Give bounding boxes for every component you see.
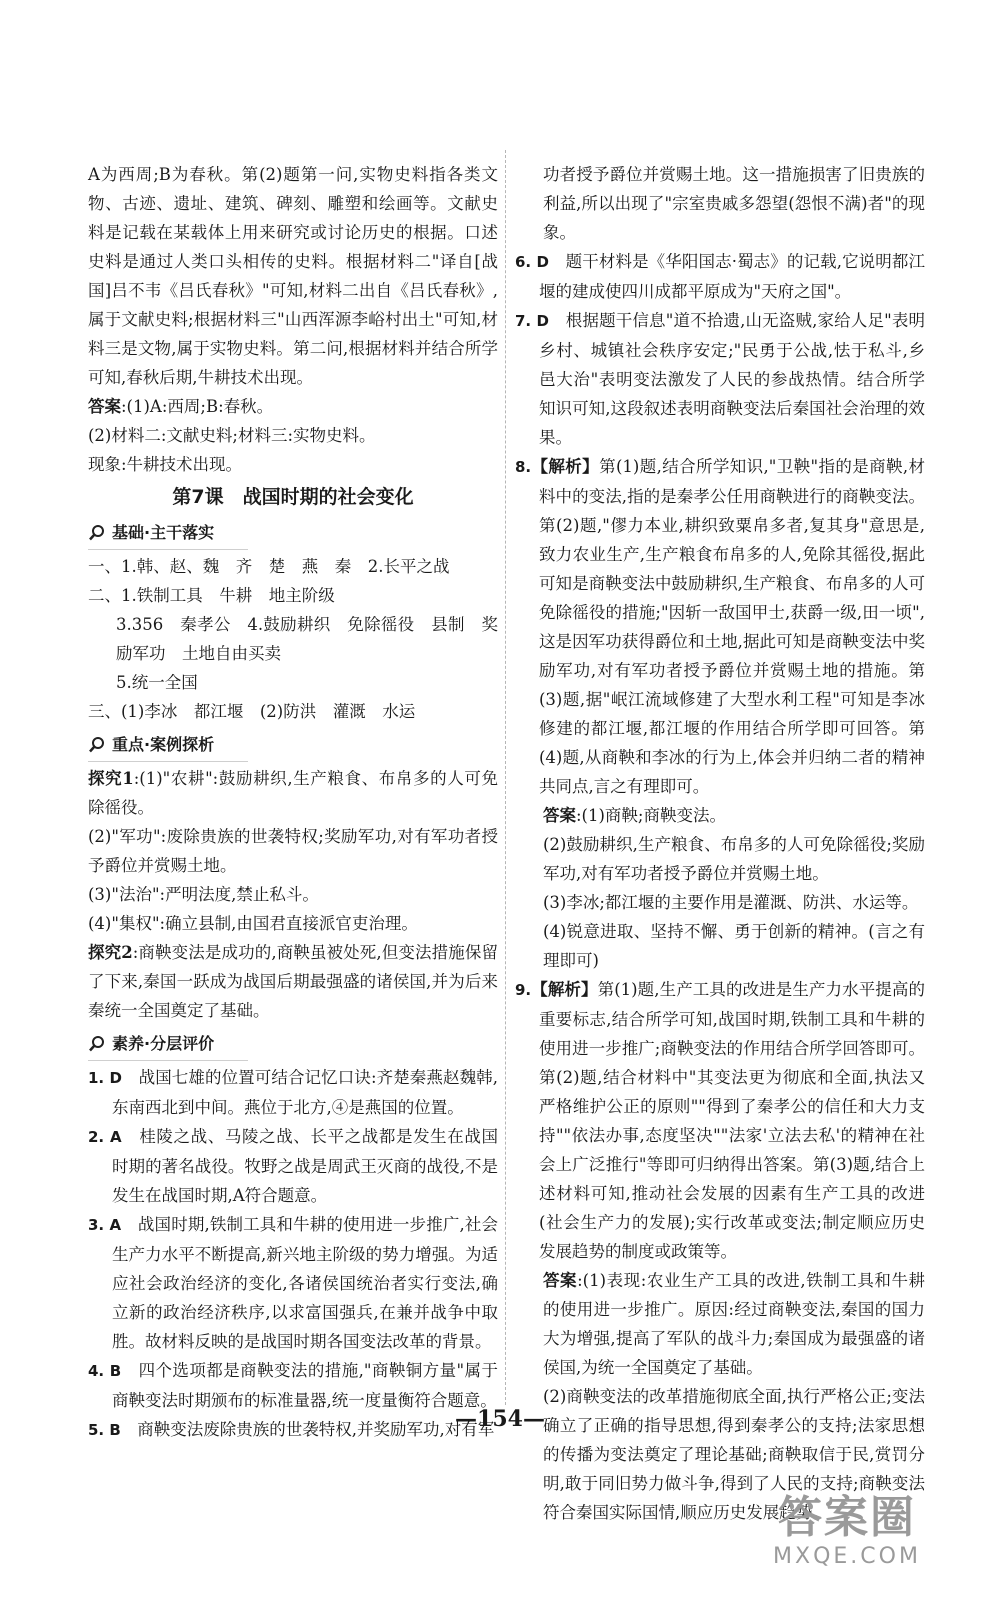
answer-line: (2)材料二:文献史料;材料三:实物史料。	[88, 426, 376, 445]
explore-1: 探究1:(1)"农耕":鼓励耕织,生产粮食、布帛多的人可免除徭役。	[88, 769, 498, 817]
answer-line: (2)鼓励耕织,生产粮食、布帛多的人可免除徭役;奖励军功,对有军功者授予爵位并赏赐土地。	[543, 835, 925, 883]
watermark-url: MXQE.COM	[773, 1544, 921, 1569]
right-column	[515, 160, 925, 1527]
explore-item: (4)"集权":确立县制,由国君直接派官吏治理。	[88, 914, 418, 933]
question-continuation: 功者授予爵位并赏赐土地。这一措施损害了旧贵族的利益,所以出现了"宗室贵戚多怨望(怨恨不满)者"的现象。	[543, 165, 925, 242]
answer-line: (4)锐意进取、坚持不懈、勇于创新的精神。(言之有理即可)	[543, 922, 925, 970]
answer-line: 答案:(1)表现:农业生产工具的改进,铁制工具和牛耕的使用进一步推广。原因:经过商鞅变法,秦国的国力大为增强,提高了军队的战斗力;秦国成为最强盛的诸侯国,为统一全国奠定了基础。	[543, 1271, 925, 1377]
answer-line: 答案:(1)商鞅;商鞅变法。	[543, 806, 726, 825]
question-item: 6. D 题干材料是《华阳国志·蜀志》的记载,它说明都江堰的建成使四川成都平原成为"天府之国"。	[515, 252, 925, 301]
explore-item: (2)"军功":废除贵族的世袭特权;奖励军功,对有军功者授予爵位并赏赐土地。	[88, 827, 498, 875]
answer-line: (3)李冰;都江堰的主要作用是灌溉、防洪、水运等。	[543, 893, 919, 912]
basic-line: 一、1.韩、赵、魏 齐 楚 燕 秦 2.长平之战	[88, 557, 450, 576]
magnifier-icon	[88, 524, 106, 542]
question-item: 5. B 商鞅变法废除贵族的世袭特权,并奖励军功,对有军	[88, 1420, 495, 1439]
answer-line: (2)商鞅变法的改革措施彻底全面,执行严格公正;变法确立了正确的指导思想,得到秦孝公的支持;法家思想的传播为变法奠定了理论基础;商鞅取信于民,赏罚分明,敢于同旧势力做斗争,得到了人民的支持;商鞅变法符合秦国实际国情,顺应历史发展趋势。	[543, 1387, 925, 1522]
column-divider	[505, 150, 506, 1405]
magnifier-icon	[88, 1035, 106, 1053]
lesson-title: 第7课 战国时期的社会变化	[172, 486, 414, 508]
question-item: 8.【解析】第(1)题,结合所学知识,"卫鞅"指的是商鞅,材料中的变法,指的是秦孝公任用商鞅进行的商鞅变法。第(2)题,"僇力本业,耕织致粟帛多者,复其身"意思是,致力农业生产,生产粮食布帛多的人,免除其徭役,据此可知是商鞅变法中鼓励耕织,生产粮食、布帛多的人可免除徭役的措施;"因斩一敌国甲士,获爵一级,田一顷",这是因军功获得爵位和土地,据此可知是商鞅变法中奖励军功,对有军功者授予爵位并赏赐土地的措施。第(3)题,据"岷江流域修建了大型水利工程"可知是李冰修建的都江堰,都江堰的作用结合所学即可回答。第(4)题,从商鞅和李冰的行为上,体会并归纳二者的精神共同点,言之有理即可。	[515, 457, 925, 796]
watermark-title: 答案圈	[778, 1492, 916, 1543]
magnifier-icon	[88, 736, 106, 754]
section-basic-heading: 基础·主干落实	[88, 518, 248, 550]
question-item: 4. B 四个选项都是商鞅变法的措施,"商鞅铜方量"属于商鞅变法时期颁布的标准量器,统一度量衡符合题意。	[88, 1361, 498, 1410]
page-number: —154—	[455, 1406, 545, 1432]
intro-paragraph: A为西周;B为春秋。第(2)题第一问,实物史料指各类文物、古迹、遗址、建筑、碑刻、雕塑和绘画等。文献史料是记载在某载体上用来研究或讨论历史的根据。口述史料是通过人类口头相传的史料。根据材料二"译自[战国]吕不韦《吕氏春秋》"可知,材料二出自《吕氏春秋》,属于文献史料;根据材料三"山西浑源李峪村出土"可知,材料三是文物,属于实物史料。第二问,根据材料并结合所学可知,春秋后期,牛耕技术出现。	[88, 165, 498, 387]
question-item: 7. D 根据题干信息"道不拾遗,山无盗贼,家给人足"表明乡村、城镇社会秩序安定;"民勇于公战,怯于私斗,乡邑大治"表明变法激发了人民的参战热情。结合所学知识可知,这段叙述表明商鞅变法后秦国社会治理的效果。	[515, 311, 926, 447]
section-quality-heading: 素养·分层评价	[88, 1029, 248, 1061]
basic-line: 三、(1)李冰 都江堰 (2)防洪 灌溉 水运	[88, 702, 416, 721]
answer-line: 答案:(1)A:西周;B:春秋。	[88, 397, 274, 416]
explore-2: 探究2:商鞅变法是成功的,商鞅虽被处死,但变法措施保留了下来,秦国一跃成为战国后期最强盛的诸侯国,并为后来秦统一全国奠定了基础。	[88, 943, 498, 1020]
explore-item: (3)"法治":严明法度,禁止私斗。	[88, 885, 319, 904]
basic-line: 3.356 秦孝公 4.鼓励耕织 免除徭役 县制 奖励军功 土地自由买卖	[116, 615, 498, 663]
question-item: 3. A 战国时期,铁制工具和牛耕的使用进一步推广,社会生产力水平不断提高,新兴地主阶级的势力增强。为适应社会政治经济的变化,各诸侯国统治者实行变法,确立新的政治经济秩序,以求富国强兵,在兼并战争中取胜。故材料反映的是战国时期各国变法改革的背景。	[88, 1215, 499, 1351]
basic-line: 5.统一全国	[116, 673, 198, 692]
question-item: 2. A 桂陵之战、马陵之战、长平之战都是发生在战国时期的著名战役。牧野之战是周武王灭商的战役,不是发生在战国时期,A符合题意。	[88, 1127, 499, 1205]
question-item: 9.【解析】第(1)题,生产工具的改进是生产力水平提高的重要标志,结合所学可知,战国时期,铁制工具和牛耕的使用进一步推广;商鞅变法的作用结合所学回答即可。第(2)题,结合材料中"其变法更为彻底和全面,执法又严格维护公正的原则""得到了秦孝公的信任和大力支持""依法办事,态度坚决""法家'立法去私'的精神在社会上广泛推行"等即可归纳得出答案。第(3)题,结合上述材料可知,推动社会发展的因素有生产工具的改进(社会生产力的发展);实行改革或变法;制定顺应历史发展趋势的制度或政策等。	[515, 980, 925, 1261]
question-item: 1. D 战国七雄的位置可结合记忆口诀:齐楚秦燕赵魏韩,东南西北到中间。燕位于北方,④是燕国的位置。	[88, 1068, 499, 1117]
basic-line: 二、1.铁制工具 牛耕 地主阶级	[88, 586, 335, 605]
section-key-heading: 重点·案例探析	[88, 730, 248, 762]
watermark	[732, 1492, 962, 1570]
left-column	[88, 160, 498, 1445]
answer-line: 现象:牛耕技术出现。	[88, 455, 243, 474]
